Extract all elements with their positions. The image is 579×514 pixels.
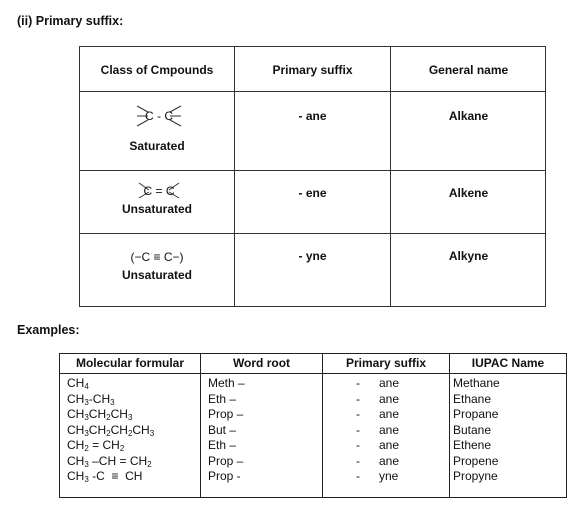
class-label: Unsaturated	[121, 268, 192, 282]
formula-cell: $CH_4$	[67, 376, 89, 391]
examples-title: Examples:	[17, 323, 80, 337]
suffix-dash: -	[356, 422, 360, 437]
bond-label: C = C	[143, 184, 175, 198]
suffix-cell: ane	[379, 407, 400, 421]
word-root-cell: Prop –	[208, 407, 244, 421]
suffix-cell: ane	[379, 376, 400, 390]
header-primary-suffix: Primary suffix	[345, 356, 427, 370]
header-general-name: General name	[428, 63, 509, 77]
header-iupac-name: IUPAC Name	[471, 356, 545, 370]
suffix-dash: -	[356, 376, 360, 390]
suffix-cell: - ane	[298, 109, 327, 123]
class-label: Unsaturated	[121, 202, 192, 216]
iupac-name-cell: Ethane	[453, 391, 492, 406]
formula-cell: $CH_2 = CH_2$	[67, 438, 125, 453]
iupac-name-cell: Propane	[453, 407, 499, 421]
word-root-cell: But –	[208, 422, 237, 437]
suffix-cell: ane	[379, 438, 400, 452]
general-name-cell: Alkyne	[448, 249, 489, 263]
iupac-name-cell: Butane	[453, 422, 492, 437]
iupac-name-cell: Propene	[453, 453, 499, 468]
section-title: (ii) Primary suffix:	[17, 14, 124, 28]
examples-table	[59, 353, 567, 498]
iupac-name-cell: Ethene	[453, 438, 492, 452]
suffix-dash: -	[356, 469, 360, 483]
word-root-cell: Eth –	[208, 438, 237, 452]
suffix-table	[79, 46, 546, 307]
header-suffix: Primary suffix	[272, 63, 353, 77]
suffix-cell: yne	[379, 469, 399, 483]
formula-cell: $CH_3CH_2CH_3$	[67, 407, 133, 422]
suffix-cell: ane	[379, 391, 400, 406]
formula-cell: $CH_3$ -C ≡ CH	[67, 469, 143, 484]
bond-label: C - C	[145, 109, 173, 123]
formula-cell: $CH_3-CH_3$	[67, 391, 115, 407]
formula-cell: $CH_3CH_2CH_2CH_3$	[67, 422, 155, 438]
formula-column	[67, 376, 154, 485]
suffix-dash-column	[356, 376, 360, 485]
formula-cell: $CH_3$ $-CH = CH_2$	[67, 453, 152, 469]
word-root-cell: Meth –	[208, 376, 245, 390]
general-name-cell: Alkane	[448, 109, 489, 123]
header-formula: Molecular formular	[75, 356, 185, 370]
class-label: Saturated	[129, 139, 185, 153]
suffix-cell: ane	[379, 422, 400, 437]
iupac-name-column	[453, 376, 500, 485]
word-root-cell: Eth –	[208, 391, 237, 406]
suffix-column	[379, 376, 399, 485]
double-bond-structure	[136, 180, 182, 202]
suffix-cell: - ene	[298, 186, 327, 200]
word-root-column	[208, 376, 245, 485]
header-class: Class of Cmpounds	[100, 63, 214, 77]
word-root-cell: Prop -	[208, 469, 241, 483]
suffix-dash: -	[356, 438, 360, 452]
word-root-cell: Prop –	[208, 453, 244, 468]
iupac-name-cell: Methane	[453, 376, 500, 390]
suffix-dash: -	[356, 407, 360, 421]
suffix-dash: -	[356, 453, 360, 468]
suffix-cell: - yne	[298, 249, 327, 263]
iupac-name-cell: Propyne	[453, 469, 498, 483]
suffix-dash: -	[356, 391, 360, 406]
triple-bond-structure: (−C ≡ C−)	[130, 250, 184, 264]
header-word-root: Word root	[232, 356, 291, 370]
general-name-cell: Alkene	[448, 186, 489, 200]
suffix-cell: ane	[379, 453, 400, 468]
single-bond-structure	[136, 103, 182, 129]
